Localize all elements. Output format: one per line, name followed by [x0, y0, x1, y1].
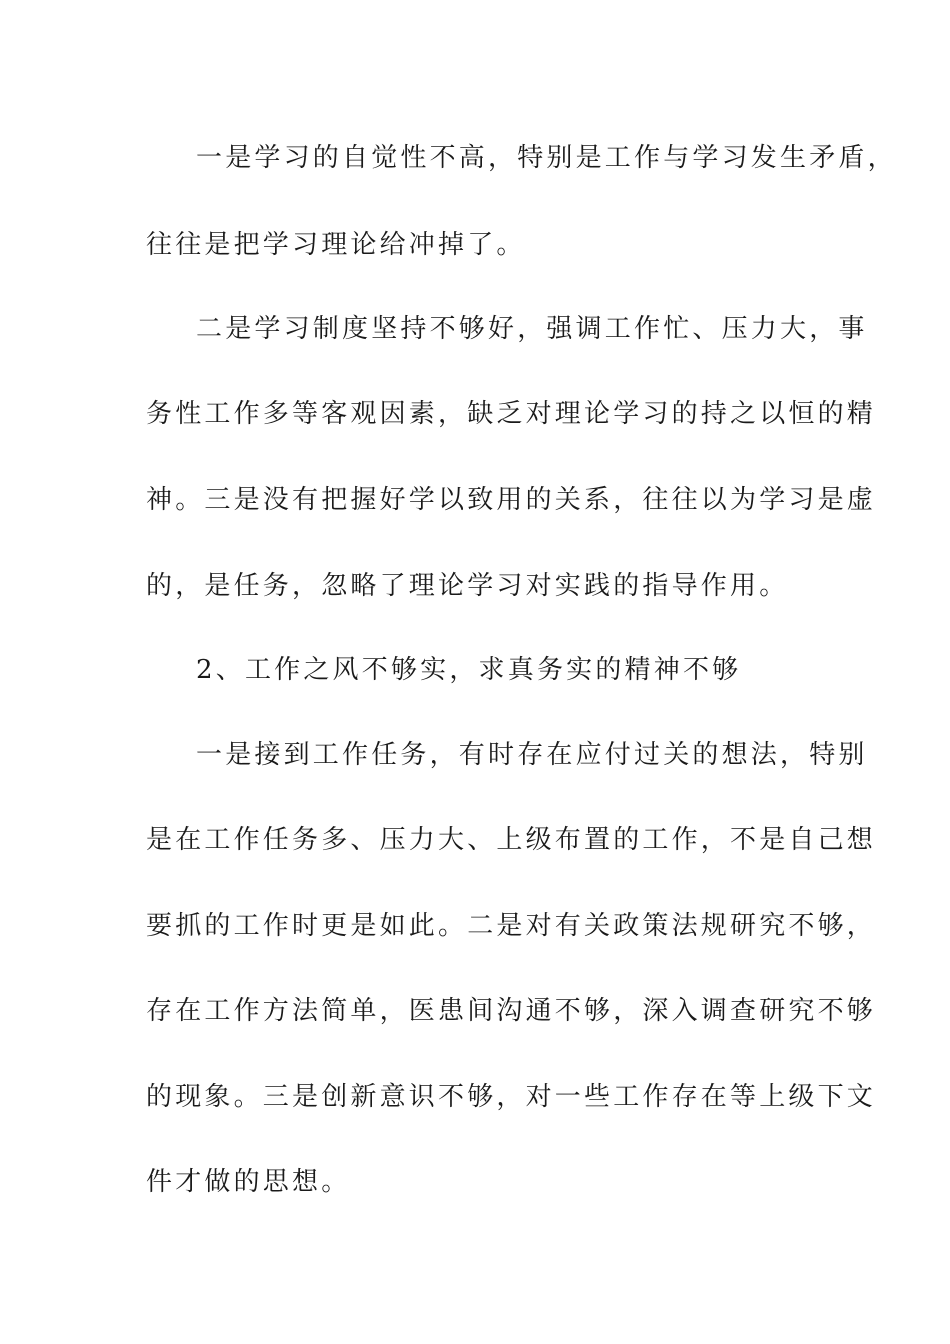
paragraph-3-line-6: 件才做的思想。: [146, 1167, 351, 1197]
paragraph-3-line-4: 存在工作方法简单，医患间沟通不够，深入调查研究不够: [146, 996, 877, 1026]
paragraph-3-line-5: 的现象。三是创新意识不够，对一些工作存在等上级下文: [146, 1082, 877, 1112]
paragraph-2-line-4: 的，是任务，忽略了理论学习对实践的指导作用。: [146, 571, 789, 601]
paragraph-1-line-2: 往往是把学习理论给冲掉了。: [146, 230, 526, 260]
paragraph-2-line-3: 神。三是没有把握好学以致用的关系，往往以为学习是虚: [146, 485, 877, 515]
paragraph-3-line-2: 是在工作任务多、压力大、上级布置的工作，不是自己想: [146, 825, 877, 855]
section-heading: 2、工作之风不够实，求真务实的精神不够: [196, 655, 742, 685]
paragraph-2-line-2: 务性工作多等客观因素，缺乏对理论学习的持之以恒的精: [146, 399, 877, 429]
paragraph-2-line-1: 二是学习制度坚持不够好，强调工作忙、压力大，事: [196, 314, 868, 344]
paragraph-1-line-1: 一是学习的自觉性不高，特别是工作与学习发生矛盾，: [196, 143, 897, 173]
paragraph-3-line-1: 一是接到工作任务，有时存在应付过关的想法，特别: [196, 740, 868, 770]
paragraph-3-line-3: 要抓的工作时更是如此。二是对有关政策法规研究不够，: [146, 911, 877, 941]
